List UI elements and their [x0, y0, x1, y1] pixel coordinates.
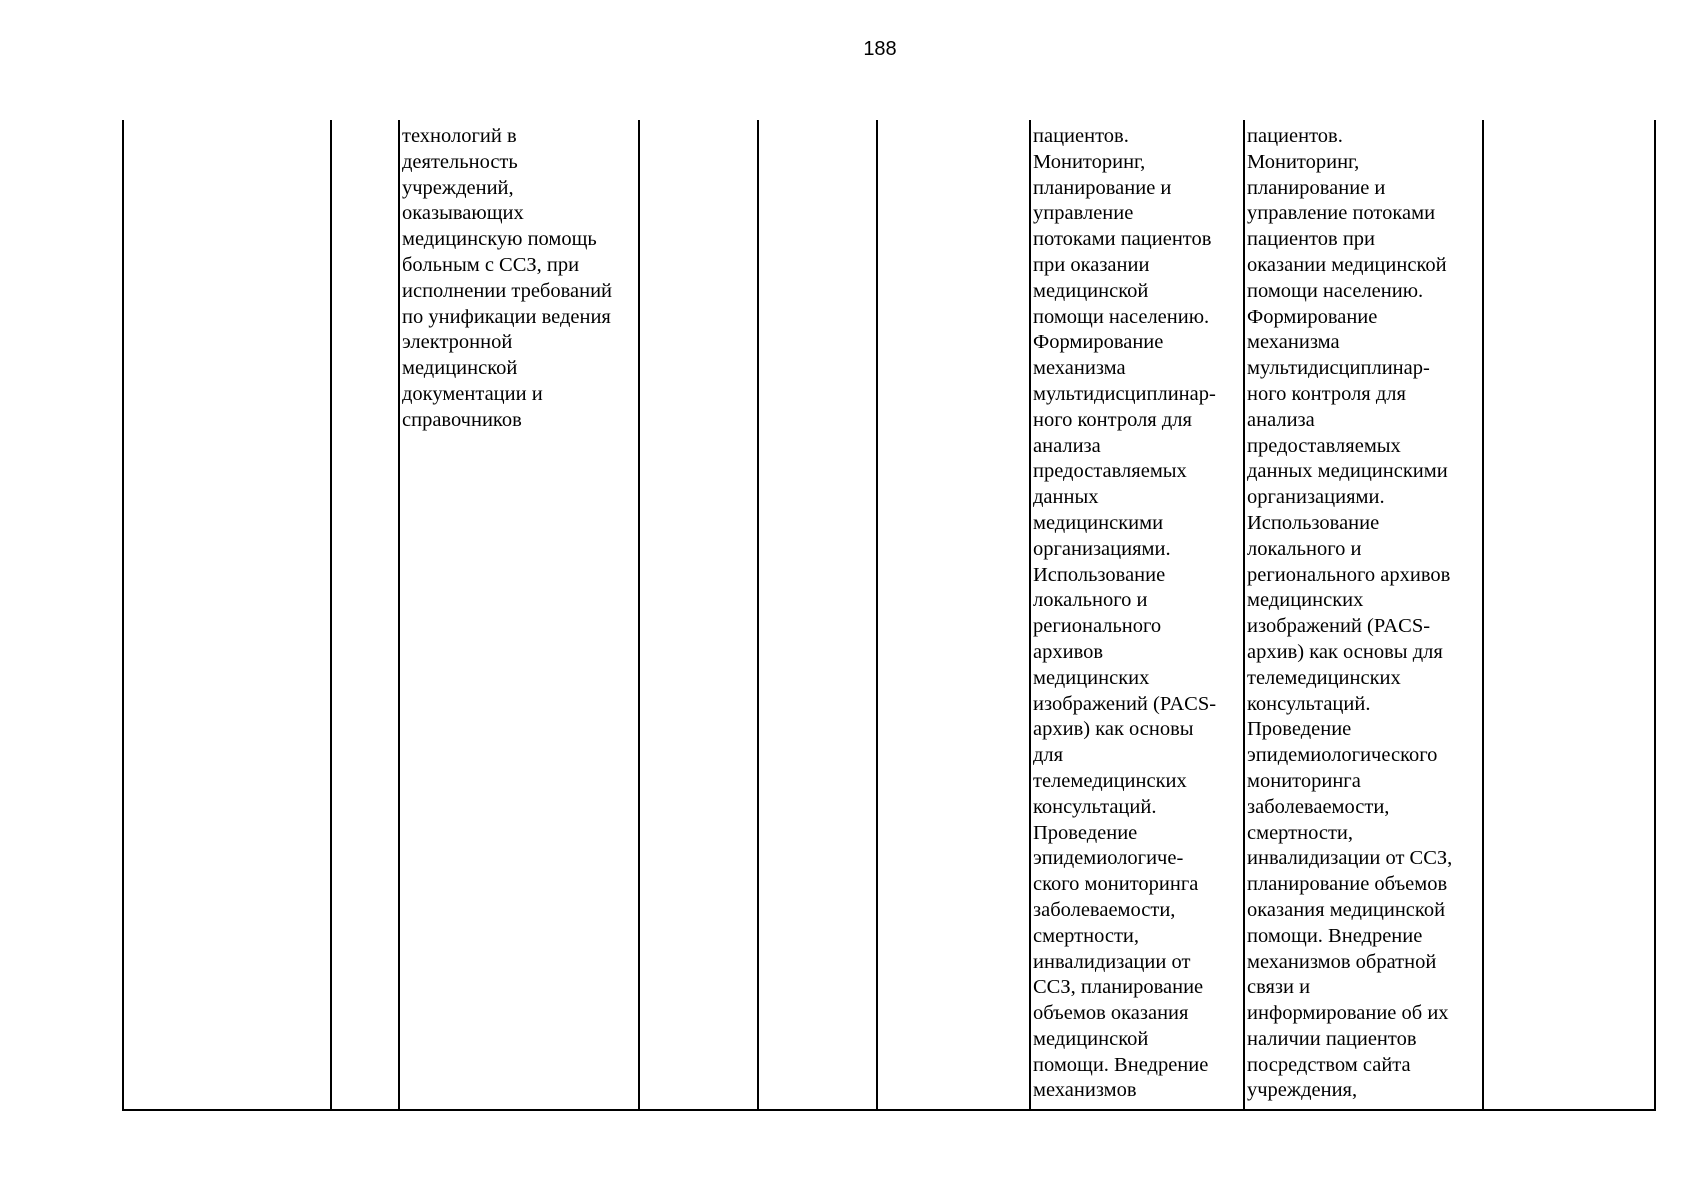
- table-cell-col8: пациентов. Мониторинг, планирование и управление потоками пациентов при оказании медицинской помощи населению. Формирование механизма мультидисциплинар- ного контроля для анализа предоставляемых данных медицинскими организациями. Использование локального и регионального архивов медицинских изображений (PACS- архив) как основы для телемедицинских консультаций. Проведение эпидемиологиче- ского мониторинга заболеваемости, смертности, инвалидизации от ССЗ, планирование объемов оказания медицинской помощи. Внедрение механизмов: [1033, 125, 1217, 1102]
- document-table: [122, 120, 1656, 1111]
- column-divider-4: [757, 120, 759, 1111]
- table-border-right: [1654, 120, 1656, 1111]
- table-border-bottom: [122, 1109, 1656, 1111]
- table-cell-col3: технологий в деятельность учреждений, оказывающих медицинскую помощь больным с ССЗ, при исполнении требований по унификации ведения электронной медицинской документации и справочников: [402, 125, 613, 431]
- column-divider-1: [330, 120, 332, 1111]
- column-divider-3: [638, 120, 640, 1111]
- table-border-left: [122, 120, 124, 1111]
- column-divider-7: [1243, 120, 1245, 1111]
- column-divider-8: [1482, 120, 1484, 1111]
- column-divider-6: [1029, 120, 1031, 1111]
- column-divider-2: [398, 120, 400, 1111]
- column-divider-5: [876, 120, 878, 1111]
- page-number: 188: [863, 38, 897, 60]
- table-cell-col9: пациентов. Мониторинг, планирование и управление потоками пациентов при оказании медицинской помощи населению. Формирование механизма мультидисциплинар- ного контроля для анализа предоставляемых данных медицинскими организациями. Использование локального и регионального архивов медицинских изображений (PACS- архив) как основы для телемедицинских консультаций. Проведение эпидемиологического мониторинга заболеваемости, смертности, инвалидизации от ССЗ, планирование объемов оказания медицинской помощи. Внедрение механизмов обратной связи и информирование об их наличии пациентов посредством сайта учреждения,: [1247, 125, 1453, 1102]
